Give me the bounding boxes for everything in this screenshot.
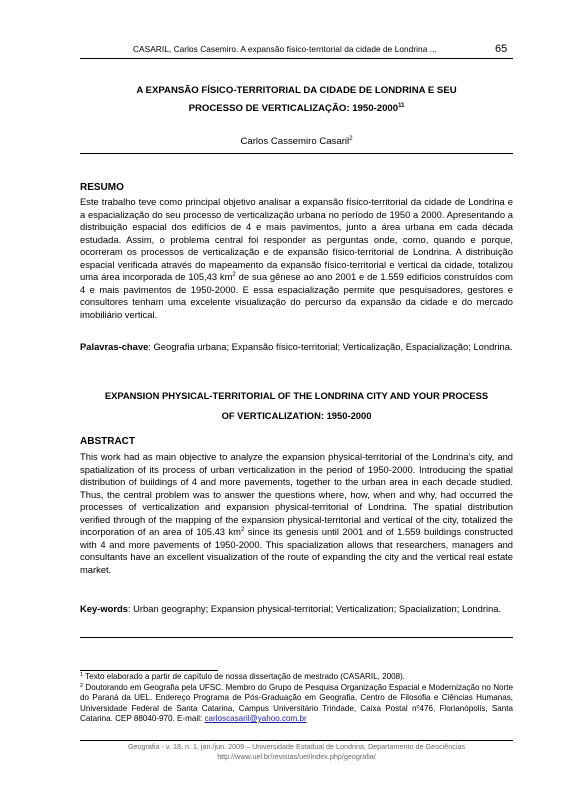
footnote-1: [80, 672, 513, 683]
english-title-line-1: EXPANSION PHYSICAL-TERRITORIAL OF THE LONDRINA CITY AND YOUR PROCESS: [104, 390, 489, 401]
resumo-text-2: de sua gênese ao ano 2001 e de 1.559 edifícios construídos com 4 e mais pavimentos de 1950-2000. E essa espacialização permite que pesquisadores, gestores e consultores tenham uma excelente visualização do percurso da expansão da cidade e do mercado imobiliário vertical.: [80, 271, 513, 320]
key-words-label: Key-words: [80, 603, 128, 614]
title-line-1: A EXPANSÃO FÍSICO-TERRITORIAL DA CIDADE DE LONDRINA E SEU: [136, 85, 457, 96]
title-footnote-ref: 11: [398, 103, 405, 109]
author-name: [80, 136, 513, 147]
page-number: 65: [495, 43, 508, 55]
journal-footer: [80, 742, 513, 762]
abstract-divider: [80, 637, 513, 638]
english-title-line-2: OF VERTICALIZATION: 1950-2000: [221, 410, 372, 421]
english-title: [80, 386, 513, 426]
palavras-chave: [80, 341, 513, 354]
author-name-text: Carlos Cassemiro Casaril: [240, 136, 350, 147]
running-header: CASARIL, Carlos Casemiro. A expansão físico-territorial da cidade de Londrina ...: [133, 44, 437, 54]
title-divider: [80, 153, 513, 154]
abstract-text-2: since its genesis until 2001 and of 1.559 buildings constructed with 4 and more pavements of 1950-2000. This spacialization allows that researchers, managers and consultants have an excellent visualization of the route of expanding the city and the vertical real estate market.: [80, 526, 513, 575]
author-footnote-ref: 2: [349, 136, 353, 142]
resumo-superscript: 2: [232, 272, 236, 279]
footnote-2-text-1: Doutorando em Geografia pela UFSC. Membro do Grupo de Pesquisa Organização Espacial e Modernização no Norte do Paraná da UEL. Endereço Programa de Pós-Graduação em Geografia, Centro de Filosofia e Ciências Humanas, Universidade Federal de Santa Catarina, Campus Universitário Trindade, Caixa Postal n: [80, 682, 513, 713]
footnote-divider: [80, 670, 218, 671]
footer-divider: [80, 740, 513, 741]
abstract-superscript: 2: [240, 527, 245, 534]
header-divider: [80, 58, 513, 59]
title-line-2-text: PROCESSO DE VERTICALIZAÇÃO: 1950-2000: [188, 103, 399, 114]
palavras-chave-label: Palavras-chave: [80, 341, 149, 352]
footnote-1-text: Texto elaborado a partir de capítulo de nossa dissertação de mestrado (CASARIL, 2008).: [83, 672, 406, 681]
resumo-body: [80, 196, 513, 321]
footnote-2-number: 2: [80, 682, 84, 689]
abstract-heading: ABSTRACT: [80, 436, 135, 447]
footer-citation: Geografia - v. 18, n. 1, jan./jun. 2009 – Universidade Estadual de Londrina, Departamento de Geociências: [127, 742, 466, 751]
resumo-heading: RESUMO: [80, 182, 124, 193]
key-words: [80, 603, 513, 616]
article-title: [80, 82, 513, 118]
footnote-2-superscript: o: [416, 703, 420, 710]
footer-url[interactable]: http://www.uel.br/revistas/uel/index.php/geografia/: [217, 752, 376, 761]
abstract-body: [80, 451, 513, 576]
footnote-2-text-2: 476, Florianópolis, Santa Catarina. CEP 88040-970. E-mail:: [80, 703, 513, 723]
title-line-2: [80, 100, 513, 118]
footnote-1-number: 1: [80, 672, 84, 678]
resumo-text-1: Este trabalho teve como principal objetivo analisar a expansão físico-territorial da cidade de Londrina e a espacialização do seu processo de verticalização urbana no período de 1950 a 2000. Apresentando a distribuição espacial dos edifícios de 4 e mais pavimentos, junto a área urbana em cada década estudada. Assim, o problema central foi responder as perguntas onde, como, quando e porque, ocorreram os processos de verticalização e de expansão físico-territorial de Londrina. A distribuição espacial verificada através do mapeamento da expansão físico-territorial e vertical da cidade, totalizou uma área incorporada de 105,43 km: [80, 196, 513, 283]
key-words-text: : Urban geography; Expansion physical-territorial; Verticalization; Spacialization; Londrina.: [127, 603, 502, 614]
footnotes: [80, 672, 513, 725]
abstract-text-1: This work had as main objective to analyze the expansion physical-territorial of the Londrina's city, and spatialization of its process of urban verticalization in the period of 1950-2000. Introducing the spatial distribution of buildings of 4 and more pavements, together to the urban area in each decade studied. Thus, the central problem was to answer the questions where, how, when and why, had occurred the processes of verticalization and expansion physical-territorial of Londrina. The spatial distribution verified through of the mapping of the expansion physical-territorial and vertical of the city, totalized the incorporation of an area of 105.43 km: [80, 451, 513, 538]
palavras-chave-text: : Geografia urbana; Expansão físico-territorial; Verticalização, Espacialização; Londrina.: [148, 341, 513, 352]
footnote-2: [80, 683, 513, 725]
author-email-link[interactable]: carloscasaril@yahoo.com.br: [204, 714, 307, 723]
